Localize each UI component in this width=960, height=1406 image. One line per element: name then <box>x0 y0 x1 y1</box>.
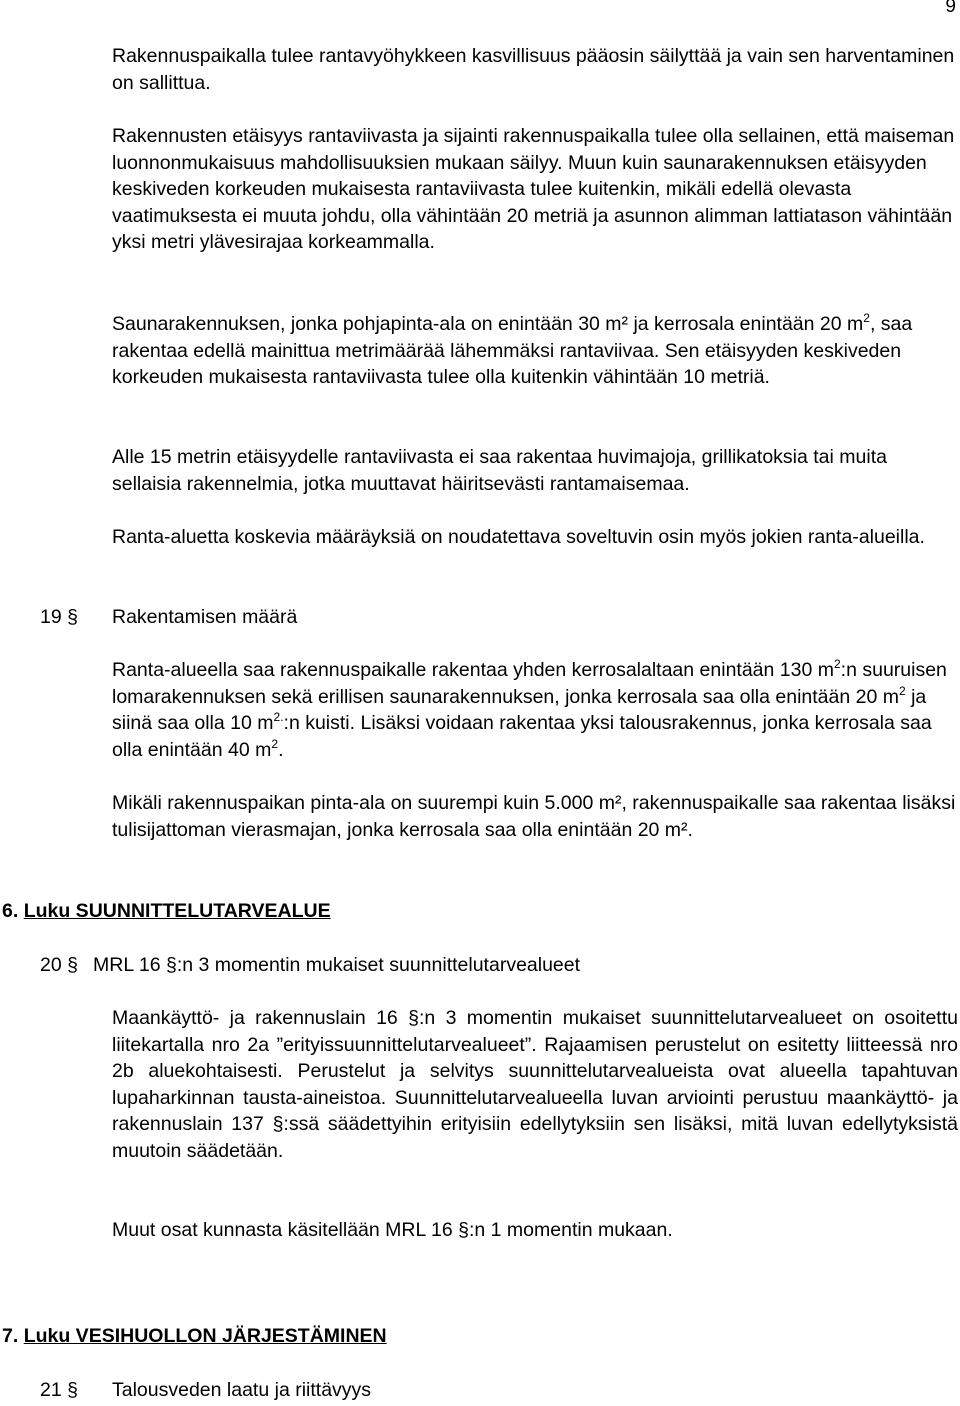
paragraph-guest-cabin: Mikäli rakennuspaikan pinta-ala on suurempi kuin 5.000 m², rakennuspaikalle saa rakentaa lisäksi tulisijattoman vierasmajan, jonka kerrosala saa olla enintään 20 m². <box>112 792 956 841</box>
section-title: Talousveden laatu ja riittävyys <box>112 1379 372 1401</box>
paragraph-building-amount: Ranta-alueella saa rakennuspaikalle rakentaa yhden kerrosalaltaan enintään 130 $m^2:n$ suuruisen lomarakennuksen sekä erillisen saunarakennuksen, jonka kerrosala saa olla enintään 20 $m^2$ ja siinä saa olla 10 $m^{2.}:n$ kuisti. Lisäksi voidaan rakentaa yksi talousrakennus, jonka kerrosala saa olla enintään 40 $m^2$. <box>112 657 947 761</box>
section-number: 20 § <box>40 954 78 976</box>
section-heading-19 <box>0 604 960 631</box>
chapter-heading-6 <box>2 898 331 925</box>
page-number: 9 <box>945 0 956 17</box>
section-heading-21 <box>0 1377 960 1404</box>
chapter-title: Luku VESIHUOLLON JÄRJESTÄMINEN <box>23 1325 387 1347</box>
chapter-number: 7. <box>2 1325 24 1347</box>
paragraph-vegetation: Rakennuspaikalla tulee rantavyöhykkeen kasvillisuus pääosin säilyttää ja vain sen harventaminen on sallittua. <box>112 45 955 94</box>
section-title: Rakentamisen määrä <box>112 606 298 628</box>
section-title: MRL 16 §:n 3 momentin mukaiset suunnittelutarvealueet <box>93 954 581 976</box>
chapter-title: Luku SUUNNITTELUTARVEALUE <box>23 900 331 922</box>
paragraph-sauna: Saunarakennuksen, jonka pohjapinta-ala on enintään 30 m² ja kerrosala enintään 20 $m^2$, saa rakentaa edellä mainittua metrimäärää lähemmäksi rantaviivaa. Sen etäisyyden keskiveden korkeuden mukaisesta rantaviivasta tulee olla kuitenkin vähintään 10 metriä. <box>112 311 913 388</box>
section-number: 19 § <box>40 606 78 628</box>
paragraph-building-distance: Rakennusten etäisyys rantaviivasta ja sijainti rakennuspaikalla tulee olla sellainen, että maiseman luonnonmukaisuus mahdollisuuksien mukaan säilyy. Muun kuin saunarakennuksen etäisyyden keskiveden korkeuden mukaisesta rantaviivasta tulee kuitenkin, mikäli edellä olevasta vaatimuksesta ei muuta johdu, olla vähintään 20 metriä ja asunnon alimman lattiatason vähintään yksi metri ylävesirajaa korkeammalla. <box>112 125 955 253</box>
paragraph-structures: Alle 15 metrin etäisyydelle rantaviivasta ei saa rakentaa huvimajoja, grillikatoksia tai muita sellaisia rakennelmia, jotka muuttavat häiritsevästi rantamaisemaa. <box>112 446 887 495</box>
paragraph-planning-areas: Maankäyttö- ja rakennuslain 16 §:n 3 momentin mukaiset suunnittelutarvealueet on osoitettu liitekartalla nro 2a ”erityissuunnittelutarvealueet”. Rajaamisen perustelut on esitetty liitteessä nro 2b aluekohtaisesti. Perustelut ja selvitys suunnittelutarvealueista ovat alueella tapahtuvan lupaharkinnan tausta-aineistoa. Suunnittelutarvealueella luvan arviointi perustuu maankäyttö- ja rakennuslain 137 §:ssä säädettyihin erityisiin edellytyksiin sen lisäksi, mitä luvan edellytyksistä muutoin säädetään. <box>112 1007 958 1162</box>
section-number: 21 § <box>40 1379 78 1401</box>
paragraph-other-parts: Muut osat kunnasta käsitellään MRL 16 §:n 1 momentin mukaan. <box>112 1219 673 1241</box>
section-heading-20 <box>0 952 960 979</box>
paragraph-river-shores: Ranta-aluetta koskevia määräyksiä on noudatettava soveltuvin osin myös jokien ranta-alueilla. <box>112 526 925 548</box>
chapter-number: 6. <box>2 900 24 922</box>
chapter-heading-7 <box>2 1323 387 1350</box>
